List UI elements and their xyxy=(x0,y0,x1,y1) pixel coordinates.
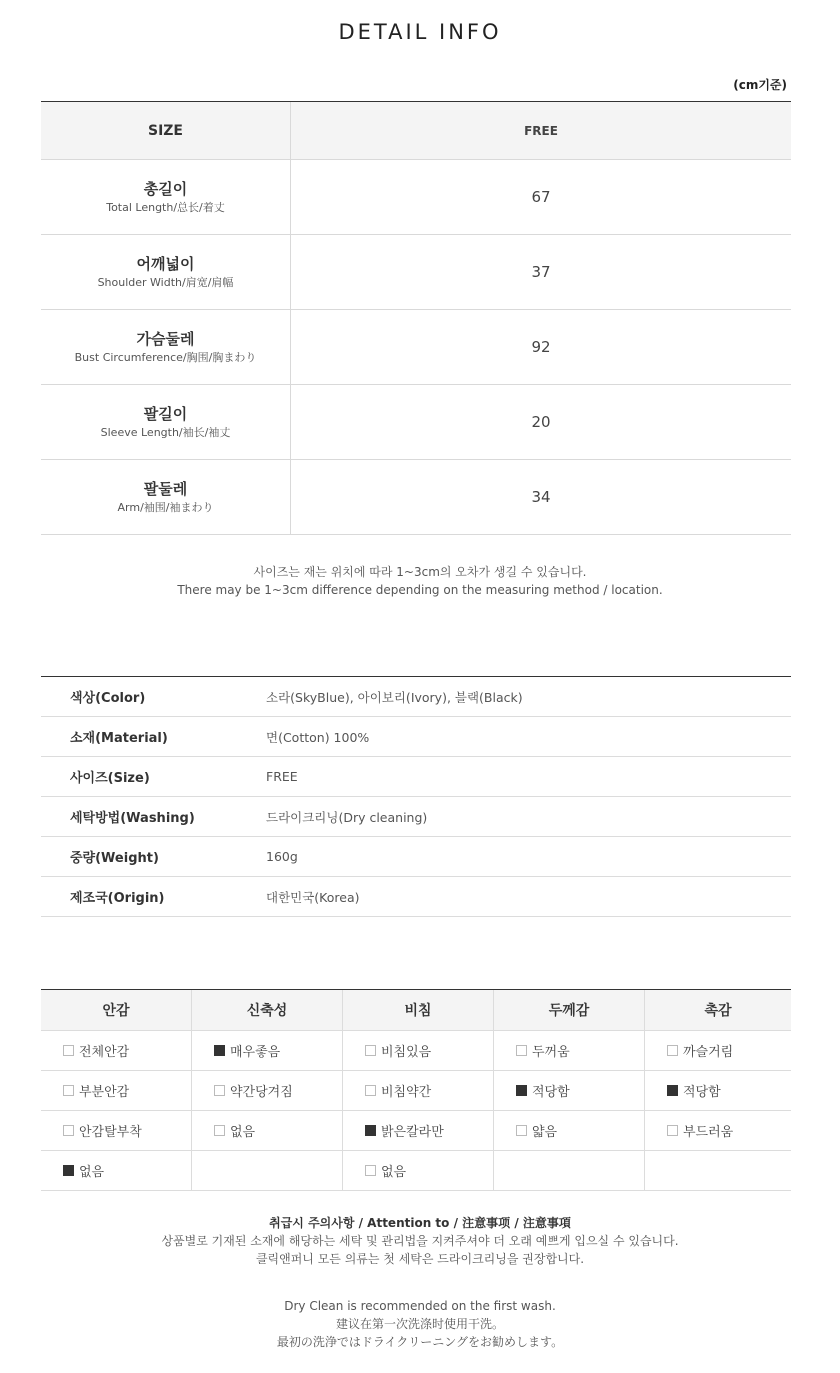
size-row-label-en: Arm/袖围/袖まわり xyxy=(117,500,214,514)
feel-header-cell: 안감 xyxy=(41,990,192,1030)
size-header-free: FREE xyxy=(524,123,558,138)
care-notice xyxy=(0,1214,840,1351)
feel-cell xyxy=(494,1151,645,1190)
size-row xyxy=(41,160,791,235)
size-row-label-ko: 팔둘레 xyxy=(143,479,188,498)
checkbox-icon xyxy=(63,1085,74,1096)
checkbox-icon xyxy=(214,1085,225,1096)
feel-row xyxy=(41,1111,791,1151)
size-row-value: 34 xyxy=(531,488,551,506)
feel-cell xyxy=(343,1111,494,1150)
feel-option-label: 밝은칼라만 xyxy=(381,1125,444,1140)
checkbox-icon xyxy=(365,1045,376,1056)
feel-option-label: 없음 xyxy=(230,1125,256,1140)
feel-row xyxy=(41,1031,791,1071)
checkbox-icon xyxy=(365,1125,376,1136)
feel-option-label: 안감탈부착 xyxy=(79,1125,142,1140)
feel-cell xyxy=(41,1071,192,1110)
info-key: 사이즈(Size) xyxy=(70,771,150,786)
feel-cell xyxy=(192,1111,343,1150)
checkbox-icon xyxy=(63,1165,74,1176)
info-value: 소라(SkyBlue), 아이보리(Ivory), 블랙(Black) xyxy=(266,689,523,705)
feel-option-label: 적당함 xyxy=(532,1085,570,1100)
checkbox-icon xyxy=(667,1085,678,1096)
size-row-label-en: Shoulder Width/肩宽/肩幅 xyxy=(97,275,234,289)
feel-cell xyxy=(494,1071,645,1110)
info-key: 색상(Color) xyxy=(70,691,146,706)
size-table xyxy=(41,101,791,535)
feel-cell xyxy=(645,1031,791,1070)
care-line-1: 상품별로 기재된 소재에 해당하는 세탁 및 관리법을 지켜주셔야 더 오래 예쁘게 입으실 수 있습니다. xyxy=(161,1234,679,1248)
size-note-ko: 사이즈는 재는 위치에 따라 1~3cm의 오차가 생길 수 있습니다. xyxy=(253,565,587,579)
info-value: 대한민국(Korea) xyxy=(266,889,360,905)
info-row xyxy=(41,757,791,797)
size-note-en: There may be 1~3cm difference depending on the measuring method / location. xyxy=(177,583,663,597)
feel-cell xyxy=(343,1031,494,1070)
feel-cell xyxy=(645,1111,791,1150)
checkbox-icon xyxy=(365,1085,376,1096)
size-row-label-en: Total Length/总长/着丈 xyxy=(106,200,225,214)
feel-cell xyxy=(41,1151,192,1190)
info-row xyxy=(41,797,791,837)
size-row-label-en: Sleeve Length/袖长/袖丈 xyxy=(100,425,231,439)
info-value: 면(Cotton) 100% xyxy=(266,729,370,745)
info-row xyxy=(41,877,791,917)
size-row-value: 92 xyxy=(531,338,551,356)
feel-row xyxy=(41,1151,791,1191)
info-row xyxy=(41,677,791,717)
size-row-label xyxy=(41,160,291,234)
info-key: 제조국(Origin) xyxy=(70,891,165,906)
feel-cell xyxy=(41,1031,192,1070)
feel-header-cell: 비침 xyxy=(343,990,494,1030)
size-header-label: SIZE xyxy=(41,102,291,159)
checkbox-icon xyxy=(214,1125,225,1136)
size-row-label xyxy=(41,385,291,459)
size-row-label-ko: 가슴둘레 xyxy=(136,329,195,348)
size-row-label-en: Bust Circumference/胸围/胸まわり xyxy=(74,350,257,364)
checkbox-icon xyxy=(667,1045,678,1056)
size-row xyxy=(41,385,791,460)
feel-row xyxy=(41,1071,791,1111)
info-key: 소재(Material) xyxy=(70,731,168,746)
size-row-label xyxy=(41,310,291,384)
care-title: 취급시 주의사항 / Attention to / 注意事项 / 注意事項 xyxy=(269,1216,571,1230)
care-en: Dry Clean is recommended on the first wash. xyxy=(284,1299,556,1313)
feel-cell xyxy=(494,1111,645,1150)
info-value: 160g xyxy=(266,849,298,864)
feel-cell xyxy=(343,1071,494,1110)
feel-cell xyxy=(343,1151,494,1190)
feel-cell xyxy=(494,1031,645,1070)
feel-cell xyxy=(192,1071,343,1110)
feel-option-label: 없음 xyxy=(381,1165,407,1180)
info-value: FREE xyxy=(266,769,298,784)
size-row-label-ko: 팔길이 xyxy=(143,404,188,423)
feel-option-label: 약간당겨짐 xyxy=(230,1085,293,1100)
care-zh: 建议在第一次洗涤时使用干洗。 xyxy=(335,1317,504,1331)
feel-option-label: 매우좋음 xyxy=(230,1045,281,1060)
feel-option-label: 없음 xyxy=(79,1165,105,1180)
care-ja: 最初の洗浄ではドライクリーニングをお勧めします。 xyxy=(276,1335,564,1349)
size-row-label-ko: 총길이 xyxy=(143,179,188,198)
feel-cell xyxy=(645,1071,791,1110)
info-key: 중량(Weight) xyxy=(70,851,159,866)
feel-header-cell: 신축성 xyxy=(192,990,343,1030)
feel-cell xyxy=(192,1031,343,1070)
page-title: DETAIL INFO xyxy=(338,20,502,44)
checkbox-icon xyxy=(516,1125,527,1136)
unit-label: (cm기준) xyxy=(733,78,787,92)
size-row-label xyxy=(41,235,291,309)
size-row xyxy=(41,460,791,535)
size-note xyxy=(0,563,840,599)
feel-cell xyxy=(645,1151,791,1190)
info-row xyxy=(41,717,791,757)
info-row xyxy=(41,837,791,877)
care-line-2: 클릭앤퍼니 모든 의류는 첫 세탁은 드라이크리닝을 권장합니다. xyxy=(255,1252,585,1266)
feel-option-label: 부드러움 xyxy=(683,1125,734,1140)
size-row xyxy=(41,235,791,310)
info-value: 드라이크리닝(Dry cleaning) xyxy=(266,809,428,825)
feel-option-label: 얇음 xyxy=(532,1125,558,1140)
feel-option-label: 비침있음 xyxy=(381,1045,432,1060)
size-row-value: 20 xyxy=(531,413,551,431)
feel-option-label: 전체안감 xyxy=(79,1045,130,1060)
info-key: 세탁방법(Washing) xyxy=(70,811,195,826)
feel-header-cell: 촉감 xyxy=(704,1003,732,1019)
size-row-value: 67 xyxy=(531,188,551,206)
feel-cell xyxy=(41,1111,192,1150)
feel-option-label: 적당함 xyxy=(683,1085,721,1100)
checkbox-icon xyxy=(214,1045,225,1056)
checkbox-icon xyxy=(63,1125,74,1136)
checkbox-icon xyxy=(63,1045,74,1056)
feel-table-header xyxy=(41,990,791,1031)
size-row xyxy=(41,310,791,385)
feel-option-label: 비침약간 xyxy=(381,1085,432,1100)
feel-header-cell: 두께감 xyxy=(494,990,645,1030)
feel-cell xyxy=(192,1151,343,1190)
checkbox-icon xyxy=(667,1125,678,1136)
info-table xyxy=(41,676,791,917)
size-row-label-ko: 어깨넓이 xyxy=(136,254,195,273)
size-table-header xyxy=(41,102,791,160)
checkbox-icon xyxy=(365,1165,376,1176)
size-row-label xyxy=(41,460,291,534)
checkbox-icon xyxy=(516,1045,527,1056)
checkbox-icon xyxy=(516,1085,527,1096)
size-row-value: 37 xyxy=(531,263,551,281)
feel-option-label: 부분안감 xyxy=(79,1085,130,1100)
feel-option-label: 까슬거림 xyxy=(683,1045,734,1060)
feel-table xyxy=(41,989,791,1191)
feel-option-label: 두꺼움 xyxy=(532,1045,570,1060)
